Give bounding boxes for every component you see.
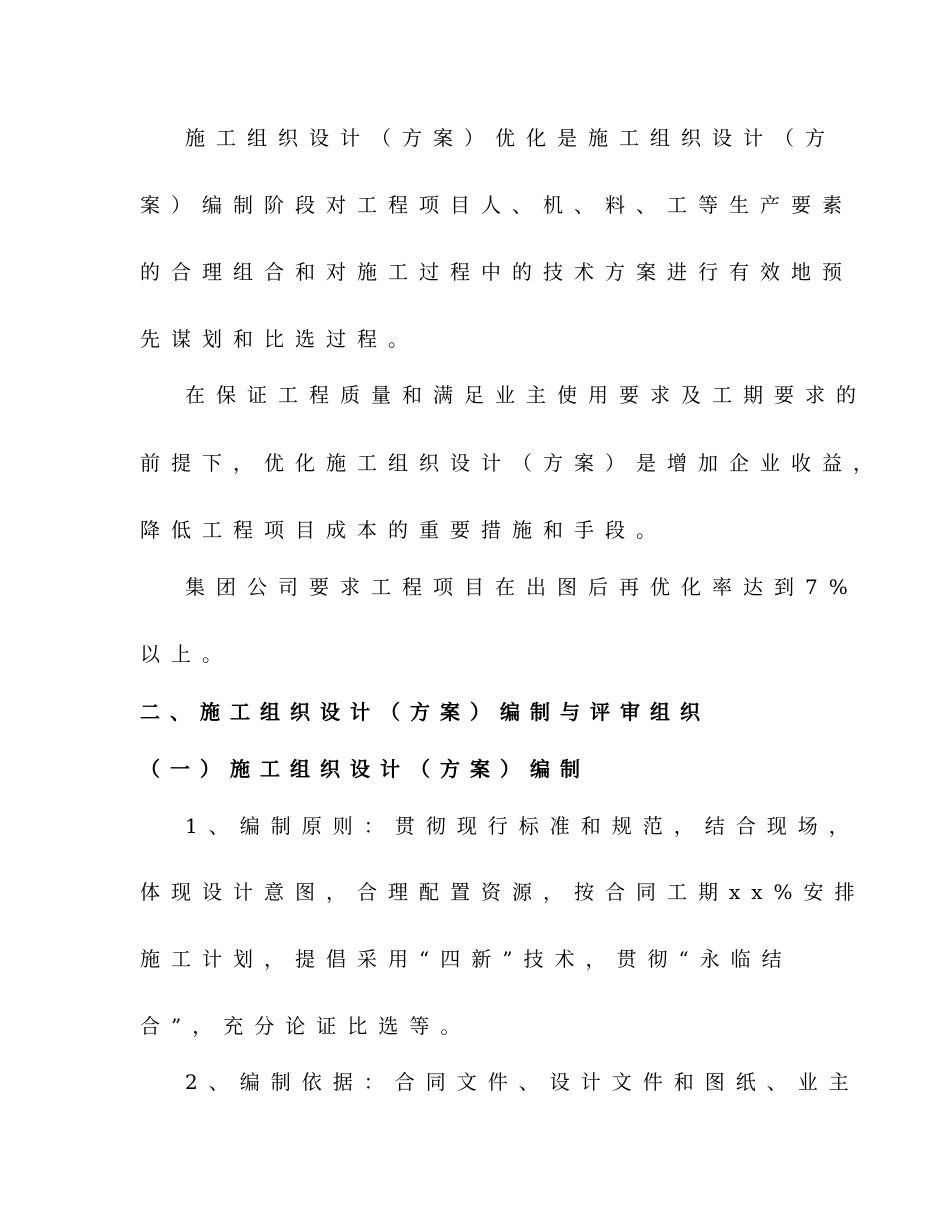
section-heading: 二、施工组织设计（方案）编制与评审组织: [140, 700, 710, 724]
paragraph-line: 施工组织设计（方案）优化是施工组织设计（方: [185, 126, 836, 150]
paragraph-line: 以上。: [140, 642, 233, 666]
paragraph-line: 在保证工程质量和满足业主使用要求及工期要求的: [185, 383, 867, 407]
paragraph-line: 的合理组合和对施工过程中的技术方案进行有效地预: [140, 260, 853, 284]
list-item-line: 施工计划，提倡采用“四新”技术，贯彻“永临结: [140, 947, 793, 971]
list-item-line: 体现设计意图，合理配置资源，按合同工期xx%安排: [140, 880, 866, 904]
paragraph-line: 先谋划和比选过程。: [140, 327, 419, 351]
paragraph-line: 降低工程项目成本的重要措施和手段。: [140, 518, 667, 542]
paragraph-line: 前提下，优化施工组织设计（方案）是增加企业收益，: [140, 451, 884, 475]
paragraph-line: 案）编制阶段对工程项目人、机、料、工等生产要素: [140, 193, 853, 217]
list-item-line: 合”，充分论证比选等。: [140, 1014, 472, 1038]
list-item-line: 1、编制原则：贯彻现行标准和规范，结合现场，: [185, 814, 860, 838]
subsection-heading: （一）施工组织设计（方案）编制: [140, 757, 590, 781]
paragraph-line: 集团公司要求工程项目在出图后再优化率达到7%: [185, 575, 859, 599]
list-item-line: 2、编制依据：合同文件、设计文件和图纸、业主: [185, 1070, 860, 1094]
